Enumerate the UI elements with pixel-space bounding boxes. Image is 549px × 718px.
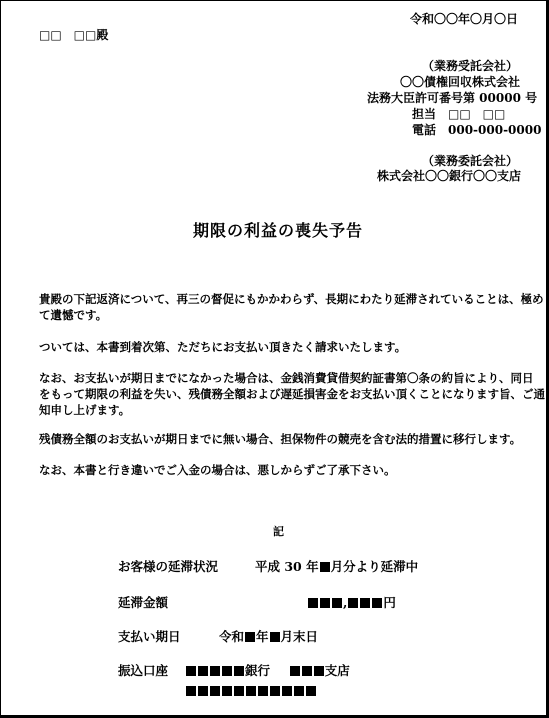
paragraph-3-line-2: をもって期限の利益を失い、残債務全額および遅延損害金をお支払い頂くことになります旨、ご通 bbox=[39, 387, 545, 401]
paragraph-5: なお、本書と行き違いでご入金の場合は、悪しからずご了承下さい。 bbox=[39, 463, 396, 477]
paragraph-4: 残債務全額のお支払いが期日までに無い場合、担保物件の競売を含む法的措置に移行します。 bbox=[39, 432, 522, 446]
redaction-block bbox=[308, 598, 318, 608]
redaction-block bbox=[198, 686, 208, 696]
status-suffix: 月分より延滞中 bbox=[330, 559, 419, 574]
contractor-person: 担当 □□ □□ bbox=[412, 107, 506, 121]
redaction-block bbox=[290, 666, 300, 676]
amount-separator: , bbox=[343, 595, 348, 610]
redaction-block bbox=[234, 666, 244, 676]
redaction-block bbox=[294, 686, 304, 696]
redaction-block bbox=[314, 666, 324, 676]
amount-value bbox=[307, 593, 396, 611]
redaction-block bbox=[258, 686, 268, 696]
status-value bbox=[255, 557, 418, 575]
paragraph-3-line-1: なお、お支払いが期日までになかった場合は、金銭消費貸借契約証書第〇条の約旨により、同日 bbox=[39, 371, 534, 385]
branch-suffix: 支店 bbox=[324, 663, 350, 678]
redaction-block bbox=[270, 632, 280, 642]
paragraph-2: ついては、本書到着次第、ただちにお支払い頂きたく請求いたします。 bbox=[39, 340, 407, 354]
due-era: 令和 bbox=[219, 629, 245, 644]
due-month-suffix: 月末日 bbox=[280, 629, 319, 644]
redaction-block bbox=[270, 686, 280, 696]
redaction-block bbox=[222, 666, 232, 676]
account-number bbox=[185, 683, 317, 698]
status-year: 平成 30 年 bbox=[255, 559, 319, 574]
account-label: 振込口座 bbox=[118, 663, 169, 678]
due-label: 支払い期日 bbox=[118, 629, 181, 644]
redaction-block bbox=[302, 666, 312, 676]
redaction-block bbox=[360, 598, 370, 608]
amount-unit: 円 bbox=[383, 595, 396, 610]
client-company: 株式会社〇〇銀行〇〇支店 bbox=[377, 169, 522, 183]
client-tag: （業務委託会社） bbox=[421, 154, 518, 168]
ki-marker: 記 bbox=[273, 525, 284, 538]
redaction-block bbox=[320, 598, 330, 608]
amount-label: 延滞金額 bbox=[118, 595, 169, 610]
redaction-block bbox=[210, 686, 220, 696]
bank-suffix: 銀行 bbox=[245, 663, 271, 678]
redaction-block bbox=[320, 562, 330, 572]
redaction-block bbox=[186, 666, 196, 676]
redaction-block bbox=[332, 598, 342, 608]
redaction-block bbox=[282, 686, 292, 696]
paragraph-3-line-3: 知申し上げます。 bbox=[39, 403, 131, 417]
due-value bbox=[219, 627, 318, 645]
redaction-block bbox=[348, 598, 358, 608]
redaction-block bbox=[210, 666, 220, 676]
redaction-block bbox=[245, 632, 255, 642]
contractor-license: 法務大臣許可番号第 00000 号 bbox=[367, 91, 538, 105]
status-label: お客様の延滞状況 bbox=[118, 559, 219, 574]
redaction-block bbox=[234, 686, 244, 696]
paragraph-1-line-2: て遺憾です。 bbox=[39, 308, 108, 322]
due-year-suffix: 年 bbox=[256, 629, 269, 644]
contractor-phone: 電話 000-000-0000 bbox=[412, 123, 542, 137]
account-bank bbox=[185, 661, 350, 679]
redaction-block bbox=[198, 666, 208, 676]
redaction-block bbox=[186, 686, 196, 696]
addressee: □□ □□殿 bbox=[39, 28, 109, 42]
paragraph-1-line-1: 貴殿の下記返済について、再三の督促にもかかわらず、長期にわたり延滞されていることは、極め bbox=[39, 292, 544, 306]
contractor-tag: （業務受託会社） bbox=[421, 59, 518, 73]
redaction-block bbox=[372, 598, 382, 608]
redaction-block bbox=[306, 686, 316, 696]
redaction-block bbox=[246, 686, 256, 696]
redaction-block bbox=[222, 686, 232, 696]
letter-date: 令和〇〇年〇月〇日 bbox=[409, 12, 518, 26]
contractor-company: 〇〇債権回収株式会社 bbox=[400, 75, 521, 89]
document-title: 期限の利益の喪失予告 bbox=[193, 221, 364, 240]
